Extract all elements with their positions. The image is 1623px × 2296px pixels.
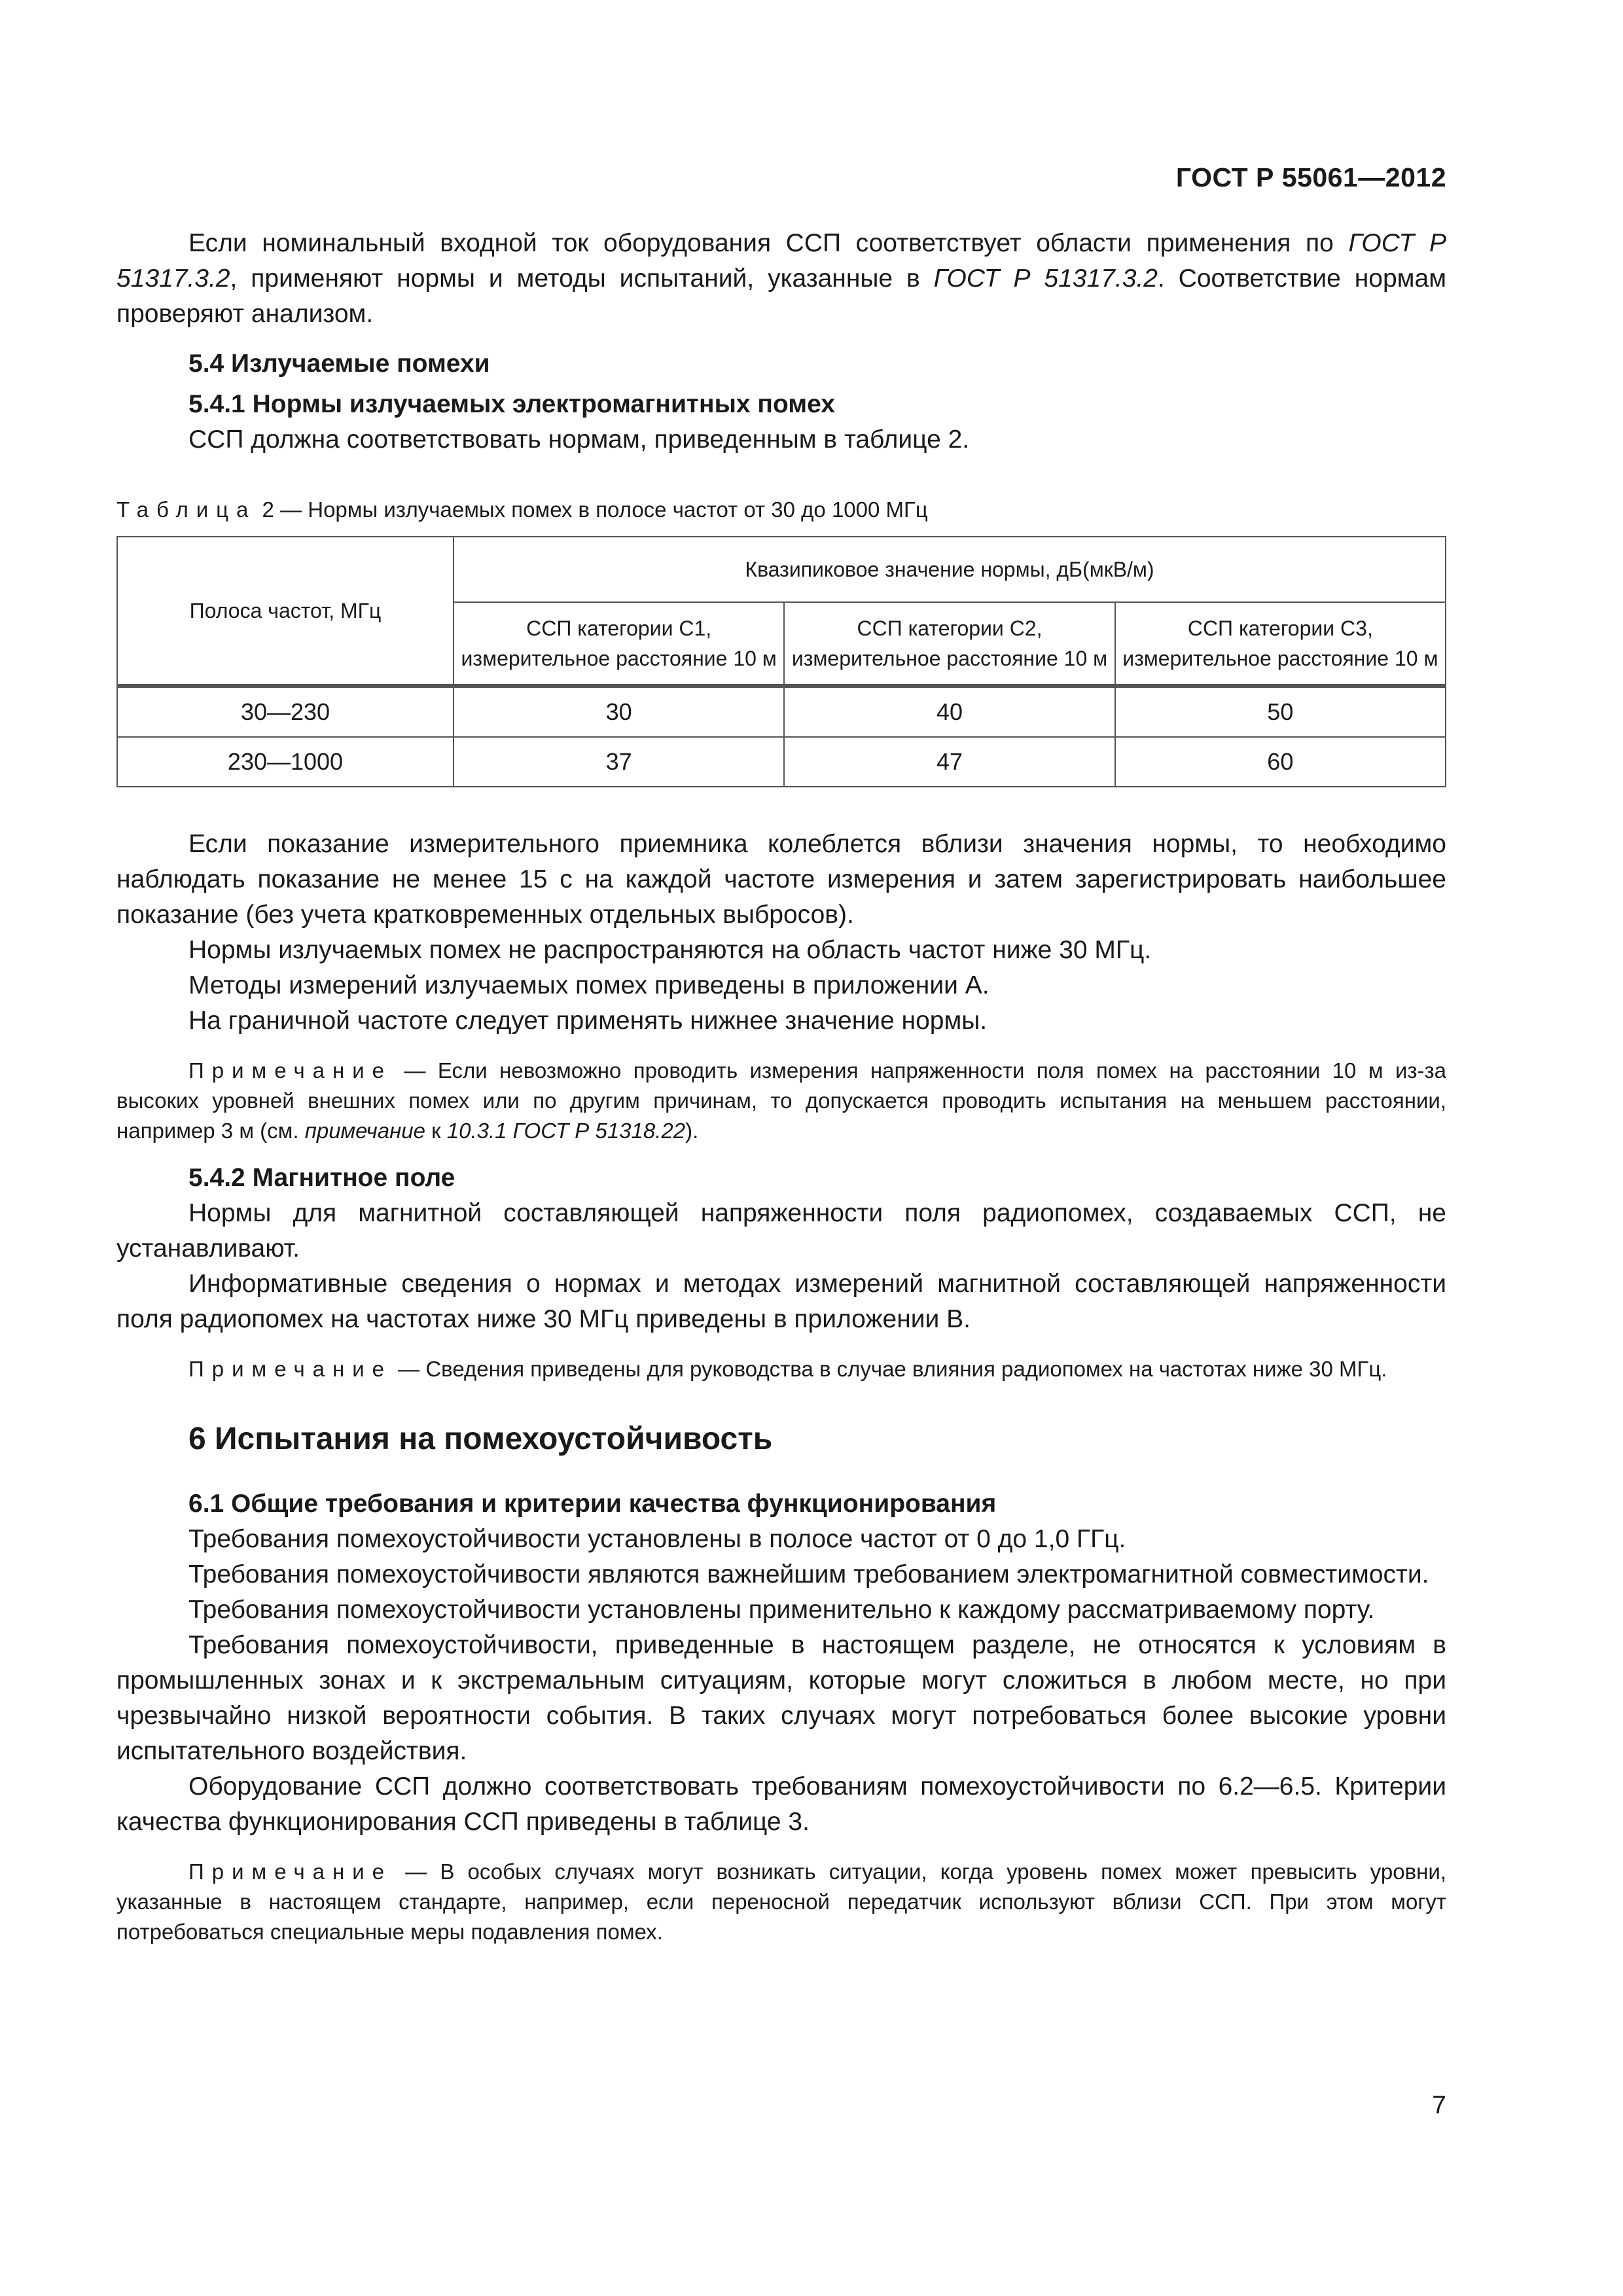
note-3-text: — В особых случаях могут возникать ситуации, когда уровень помех может превысить уровни, указанные в настоящем стандарте, например, если переносной передатчик используют вблизи ССП. При этом могут потребоваться специальные меры подавления помех. [116,1859,1446,1944]
section-5-4-2-paragraph-1: Нормы для магнитной составляющей напряженности поля радиопомех, создаваемых ССП, не устанавливают. [116,1199,1446,1263]
section-5-4-heading: 5.4 Излучаемые помехи [188,350,490,378]
cell-band: 230—1000 [117,737,454,787]
cell-c2: 47 [784,737,1115,787]
section-6-1-paragraph-1: Требования помехоустойчивости установлены в полосе частот от 0 до 1,0 ГГц. [188,1525,1126,1553]
note-2 [116,1354,1446,1384]
cell-c3: 50 [1115,686,1446,737]
section-6-heading: 6 Испытания на помехоустойчивость [188,1422,773,1456]
cell-c2: 40 [784,686,1115,737]
section-5-4-1-text: ССП должна соответствовать нормам, приведенным в таблице 2. [188,425,970,454]
section-6-1-paragraph-2: Требования помехоустойчивости являются важнейшим требованием электромагнитной совместимости. [188,1560,1429,1588]
cell-c1: 37 [454,737,784,787]
section-6-1-paragraph-3: Требования помехоустойчивости установлены применительно к каждому рассматриваемому порту. [188,1596,1375,1624]
intro-text-a: Если номинальный входной ток оборудования ССП соответствует области применения по [188,229,1349,257]
intro-text-c: . Соответствие нормам проверяют анализом. [116,264,1447,328]
document-id: ГОСТ Р 55061—2012 [1175,162,1446,192]
header-category-c3: ССП категории С3, измерительное расстояние 10 м [1115,602,1446,686]
section-5-4-2-paragraph-2: Информативные сведения о нормах и методах измерений магнитной составляющей напряженности поля радиопомех на частотах ниже 30 МГц приведены в приложении В. [116,1270,1446,1333]
note-3-label: Примечание [188,1859,393,1884]
section-5-4-1-heading: 5.4.1 Нормы излучаемых электромагнитных помех [188,390,835,418]
after-table-paragraph-3: Методы измерений излучаемых помех приведены в приложении А. [188,971,990,999]
page-number: 7 [1432,2091,1446,2119]
cell-band: 30—230 [117,686,454,737]
spacer [116,787,1446,827]
intro-paragraph [116,226,1446,332]
table-2 [116,536,1446,787]
header-category-c2: ССП категории С2, измерительное расстояние 10 м [784,602,1115,686]
note-1-text-c: ). [685,1119,699,1143]
note-2-text: — Сведения приведены для руководства в случае влияния радиопомех на частотах ниже 30 МГц. [392,1357,1387,1381]
header-category-c1: ССП категории С1, измерительное расстояние 10 м [454,602,784,686]
section-6-1-paragraph-5: Оборудование ССП должно соответствовать требованиям помехоустойчивости по 6.2—6.5. Критерии качества функционирования ССП приведены в таблице 3. [116,1772,1446,1836]
after-table-paragraph-2: Нормы излучаемых помех не распространяются на область частот ниже 30 МГц. [188,936,1152,964]
note-1-text-a: — Если невозможно проводить измерения напряженности поля помех на расстоянии 10 м из-за высоких уровней внешних помех или по другим причинам, то допускается проводить испытания на меньшем расстоянии, например 3 м (см. [116,1058,1446,1143]
intro-reference-2: ГОСТ Р 51317.3.2 [933,264,1158,293]
table-2-caption [116,497,1446,523]
table-row [117,686,1446,737]
note-2-label: Примечание [188,1357,393,1381]
section-6-1-heading: 6.1 Общие требования и критерии качества функционирования [188,1490,997,1518]
after-table-paragraph-1: Если показание измерительного приемника колеблется вблизи значения нормы, то необходимо наблюдать показание не менее 15 с на каждой частоте измерения и затем зарегистрировать наибольшее показание (без учета кратковременных отдельных выбросов). [116,830,1446,929]
after-table-paragraph-4: На граничной частоте следует применять нижнее значение нормы. [188,1007,988,1035]
note-1-ref-a: примечание [304,1119,425,1143]
table-caption-text: 2 — Нормы излучаемых помех в полосе частот от 30 до 1000 МГц [256,497,928,522]
intro-text-b: , применяют нормы и методы испытаний, указанные в [230,264,934,293]
table-caption-label: Таблица [116,497,257,522]
page-body [116,226,1446,1962]
note-3 [116,1857,1446,1947]
note-1-text-b: к [425,1119,447,1143]
section-6-1-paragraph-4: Требования помехоустойчивости, приведенные в настоящем разделе, не относятся к условиям в промышленных зонах и к экстремальным ситуациям, которые могут сложиться в любом месте, но при чрезвычайно низкой вероятности события. В таких случаях могут потребоваться более высокие уровни испытательного воздействия. [116,1631,1446,1765]
cell-c1: 30 [454,686,784,737]
cell-c3: 60 [1115,737,1446,787]
intro-reference-1: ГОСТ Р 51317.3.2 [116,229,1446,293]
note-1-label: Примечание [188,1058,393,1083]
table-row [117,737,1446,787]
section-5-4-2-heading: 5.4.2 Магнитное поле [188,1164,455,1192]
header-frequency-band: Полоса частот, МГц [117,537,454,686]
note-1 [116,1056,1446,1146]
note-1-ref-b: 10.3.1 ГОСТ Р 51318.22 [446,1119,686,1143]
header-quasi-peak: Квазипиковое значение нормы, дБ(мкВ/м) [454,537,1446,602]
